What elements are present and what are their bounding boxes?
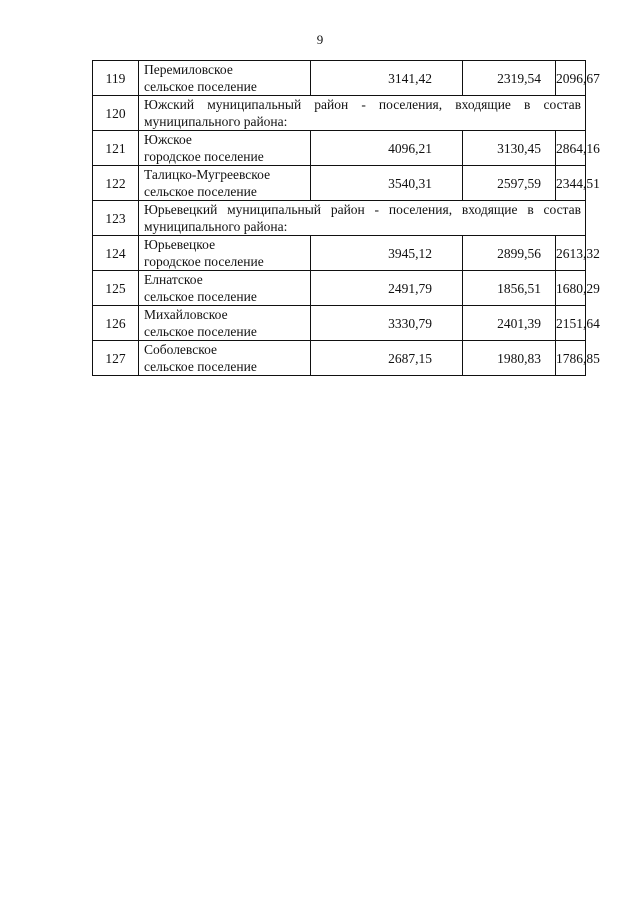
settlement-name-line2: сельское поселение [144, 359, 257, 374]
settlement-name-line2: сельское поселение [144, 324, 257, 339]
settlement-name-line1: Южское [144, 132, 192, 147]
settlement-name [139, 166, 311, 201]
value-col-3: 2344,51 [556, 166, 586, 201]
value-col-1: 3945,12 [311, 236, 463, 271]
value-col-1: 3330,79 [311, 306, 463, 341]
settlement-name [139, 271, 311, 306]
table-row-section [93, 201, 586, 236]
settlement-name-line2: сельское поселение [144, 79, 257, 94]
row-number: 124 [93, 236, 139, 271]
value-col-1: 4096,21 [311, 131, 463, 166]
value-col-1: 3540,31 [311, 166, 463, 201]
value-col-3: 1786,85 [556, 341, 586, 376]
value-col-2: 3130,45 [463, 131, 556, 166]
value-col-3: 2151,64 [556, 306, 586, 341]
settlement-name-line2: сельское поселение [144, 184, 257, 199]
district-heading: Южский муниципальный район - поселения, входящие в состав муниципального района: [139, 96, 586, 131]
value-col-3: 2096,67 [556, 61, 586, 96]
table-row [93, 306, 586, 341]
value-col-3: 2864,16 [556, 131, 586, 166]
row-number: 119 [93, 61, 139, 96]
row-number: 120 [93, 96, 139, 131]
value-col-1: 3141,42 [311, 61, 463, 96]
table-row [93, 166, 586, 201]
settlement-name-line2: городское поселение [144, 254, 264, 269]
settlement-name-line1: Юрьевецкое [144, 237, 216, 252]
table-row [93, 341, 586, 376]
value-col-2: 2597,59 [463, 166, 556, 201]
settlement-name-line1: Перемиловское [144, 62, 233, 77]
settlement-name [139, 61, 311, 96]
settlements-table [92, 60, 600, 376]
table-row [93, 271, 586, 306]
settlement-name-line1: Михайловское [144, 307, 228, 322]
value-col-2: 1856,51 [463, 271, 556, 306]
value-col-3: 1680,29 [556, 271, 586, 306]
row-number: 127 [93, 341, 139, 376]
value-col-2: 1980,83 [463, 341, 556, 376]
table-row [93, 236, 586, 271]
value-col-2: 2319,54 [463, 61, 556, 96]
settlement-name [139, 341, 311, 376]
settlement-name [139, 306, 311, 341]
row-number: 126 [93, 306, 139, 341]
settlement-name-line1: Талицко-Мугреевское [144, 167, 271, 182]
district-heading: Юрьевецкий муниципальный район - поселения, входящие в состав муниципального района: [139, 201, 586, 236]
table-row [93, 61, 586, 96]
row-number: 123 [93, 201, 139, 236]
row-number: 121 [93, 131, 139, 166]
row-number: 122 [93, 166, 139, 201]
settlement-name-line2: сельское поселение [144, 289, 257, 304]
value-col-1: 2491,79 [311, 271, 463, 306]
value-col-3: 2613,32 [556, 236, 586, 271]
settlement-name [139, 131, 311, 166]
table-row [93, 131, 586, 166]
value-col-2: 2899,56 [463, 236, 556, 271]
settlement-name [139, 236, 311, 271]
value-col-2: 2401,39 [463, 306, 556, 341]
table-row-section [93, 96, 586, 131]
settlement-name-line1: Елнатское [144, 272, 203, 287]
settlement-name-line1: Соболевское [144, 342, 217, 357]
row-number: 125 [93, 271, 139, 306]
value-col-1: 2687,15 [311, 341, 463, 376]
page-number: 9 [316, 32, 324, 47]
settlement-name-line2: городское поселение [144, 149, 264, 164]
